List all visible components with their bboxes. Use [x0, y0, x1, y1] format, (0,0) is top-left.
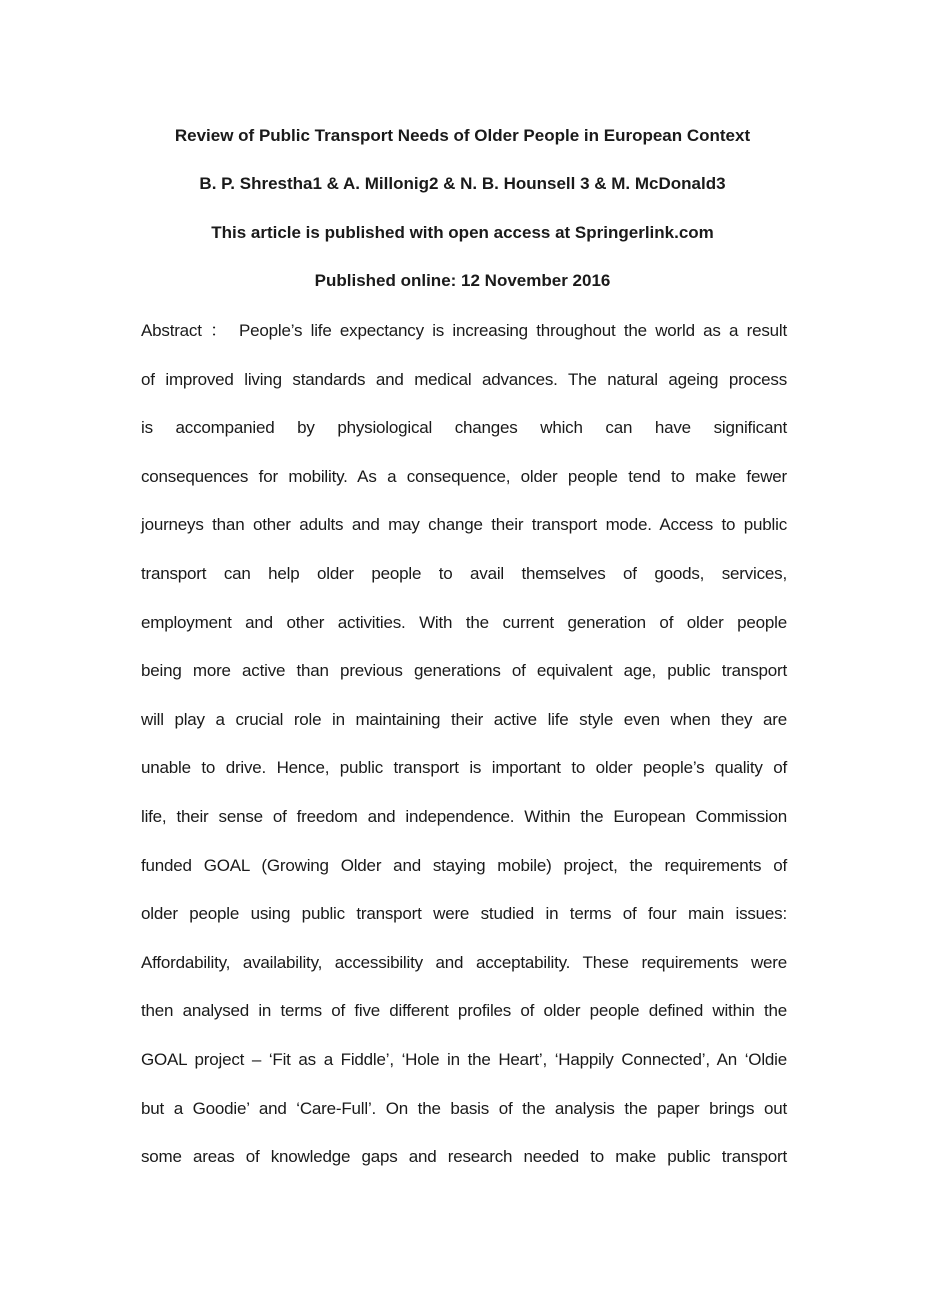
abstract-line: being more active than previous generations of equivalent age, public transport	[141, 661, 787, 681]
abstract-line: some areas of knowledge gaps and research needed to make public transport	[141, 1147, 787, 1167]
open-access-note: This article is published with open access at Springerlink.com	[211, 223, 714, 242]
abstract-line: of improved living standards and medical advances. The natural ageing process	[141, 369, 787, 389]
abstract-line: journeys than other adults and may change their transport mode. Access to public	[141, 515, 787, 535]
abstract-line: then analysed in terms of five different profiles of older people defined within the	[141, 1001, 787, 1021]
abstract-line: GOAL project – ‘Fit as a Fiddle’, ‘Hole in the Heart’, ‘Happily Connected’, An ‘Oldie	[141, 1049, 787, 1069]
abstract-line: life, their sense of freedom and independence. Within the European Commission	[141, 806, 787, 826]
abstract-line: Affordability, availability, accessibility and acceptability. These requirements were	[141, 952, 787, 972]
abstract-line: funded GOAL (Growing Older and staying mobile) project, the requirements of	[141, 855, 787, 875]
abstract-line: is accompanied by physiological changes which can have significant	[141, 418, 787, 438]
abstract-line: Abstract ： People’s life expectancy is increasing throughout the world as a result	[141, 321, 787, 340]
paper-title: Review of Public Transport Needs of Older People in European Context	[174, 126, 751, 145]
abstract-line: consequences for mobility. As a consequence, older people tend to make fewer	[141, 466, 787, 486]
abstract-line: older people using public transport were studied in terms of four main issues:	[141, 904, 787, 924]
abstract-line: unable to drive. Hence, public transport is important to older people’s quality of	[141, 758, 787, 778]
abstract-line: but a Goodie’ and ‘Care-Full’. On the basis of the analysis the paper brings out	[141, 1098, 787, 1118]
abstract-line: employment and other activities. With the current generation of older people	[141, 612, 787, 632]
abstract-line: will play a crucial role in maintaining their active life style even when they are	[141, 709, 787, 729]
author-list: B. P. Shrestha1 & A. Millonig2 & N. B. Hounsell 3 & M. McDonald3	[199, 174, 726, 193]
abstract-line: transport can help older people to avail themselves of goods, services,	[141, 563, 787, 583]
abstract	[141, 311, 787, 1186]
publication-date: Published online: 12 November 2016	[314, 271, 611, 290]
